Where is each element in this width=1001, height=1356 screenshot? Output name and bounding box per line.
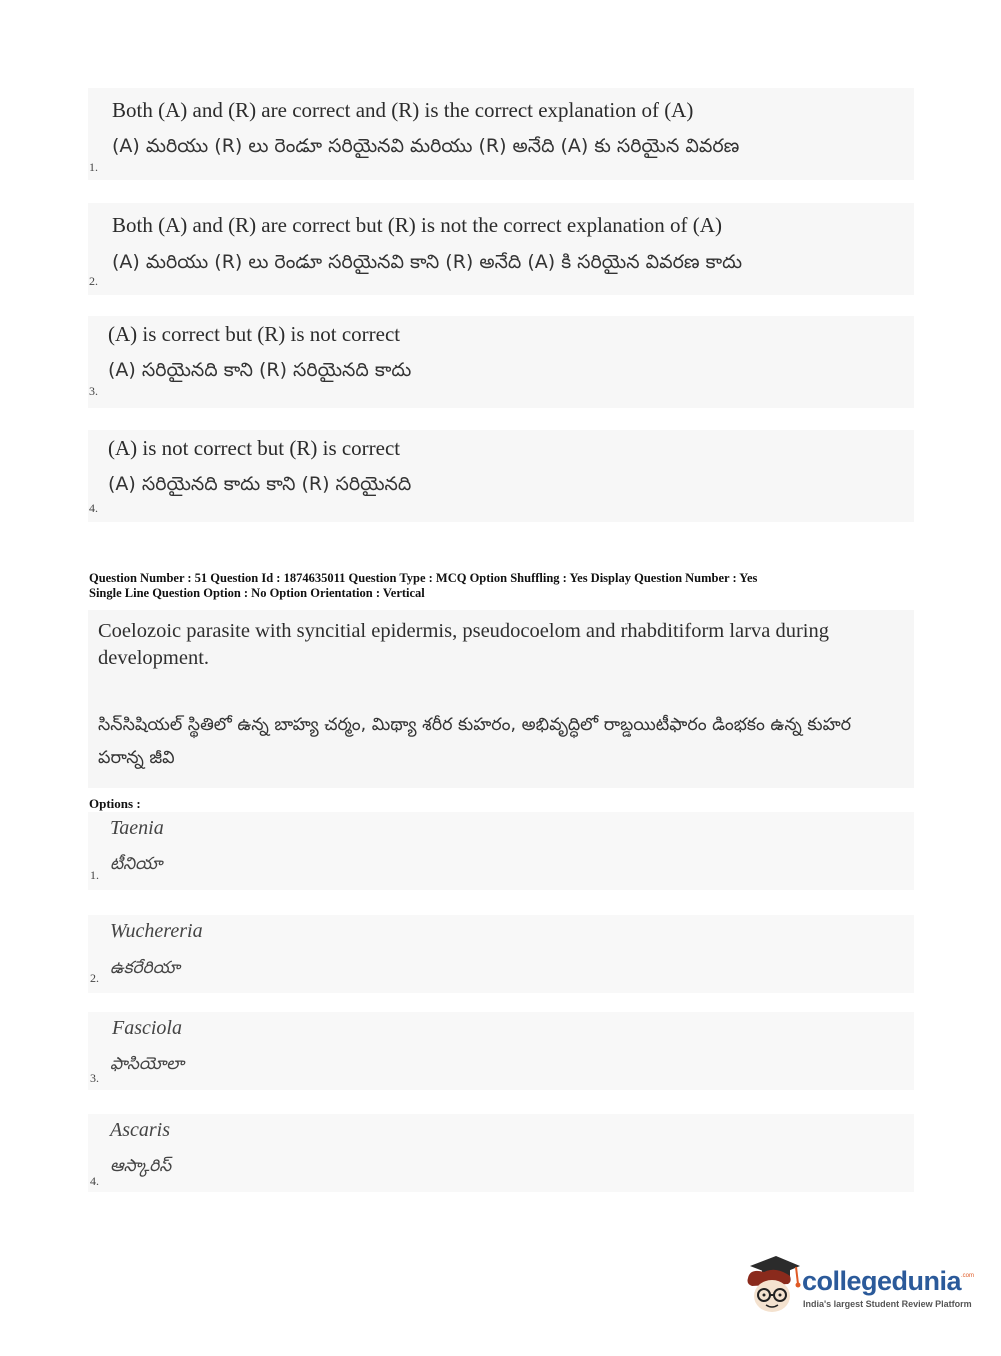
- prev-option-2-te: (A) మరియు (R) లు రెండూ సరియైనవి కాని (R) అనేది (A) కి సరియైన వివరణ కాదు: [112, 251, 743, 273]
- prev-option-4-number: 4.: [89, 501, 98, 515]
- prev-option-1: [88, 88, 914, 180]
- question-meta-line-2: Single Line Question Option : No Option Orientation : Vertical: [89, 586, 425, 600]
- prev-option-3-te: (A) సరియైనది కాని (R) సరియైనది కాదు: [108, 359, 412, 381]
- question-text-te: సిన్‌సిషియల్ స్థితిలో ఉన్న బాహ్య చర్మం, మిథ్యా శరీర కుహరం, అభివృద్ధిలో రాబ్డయిటీఫారం డింభకం ఉన్న కుహర పరాన్న జీవి: [98, 715, 852, 768]
- prev-option-3-number: 3.: [89, 384, 98, 398]
- question-text-en: Coelozoic parasite with syncitial epidermis, pseudocoelom and rhabditiform larva during development.: [98, 620, 829, 669]
- prev-option-1-number: 1.: [89, 160, 98, 174]
- answer-option-4-te: ఆస్కారిస్: [110, 1156, 172, 1176]
- answer-option-3-te: ఫాసియోలా: [110, 1054, 185, 1074]
- answer-option-1-te: టీనియా: [110, 854, 163, 874]
- collegedunia-logo: [742, 1252, 975, 1322]
- answer-option-2-en: Wuchereria: [110, 920, 203, 942]
- prev-option-1-te: (A) మరియు (R) లు రెండూ సరియైనవి మరియు (R) అనేది (A) కు సరియైన వివరణ: [112, 135, 740, 157]
- answer-option-2: [88, 915, 914, 993]
- prev-option-4-en: (A) is not correct but (R) is correct: [108, 436, 401, 460]
- answer-option-2-number: 2.: [90, 971, 99, 985]
- answer-option-1-number: 1.: [90, 868, 99, 882]
- logo-wordmark: collegedunia: [802, 1266, 962, 1296]
- prev-option-4: [88, 430, 914, 522]
- question-meta: [89, 571, 949, 601]
- answer-option-2-te: ఉకరేరియా: [110, 958, 180, 978]
- answer-option-3-en: Fasciola: [112, 1017, 182, 1039]
- answer-option-1: [88, 812, 914, 890]
- options-label: Options :: [89, 796, 141, 811]
- answer-option-4: [88, 1114, 914, 1192]
- prev-option-2-number: 2.: [89, 274, 98, 288]
- answer-option-1-en: Taenia: [110, 817, 164, 839]
- question-meta-line-1: Question Number : 51 Question Id : 1874635011 Question Type : MCQ Option Shuffling : Yes Display Question Number : Yes: [89, 571, 758, 585]
- prev-option-3: [88, 316, 914, 408]
- prev-option-4-te: (A) సరియైనది కాదు కాని (R) సరియైనది: [108, 473, 412, 495]
- prev-option-2: [88, 203, 914, 295]
- logo-domain: .com: [961, 1273, 975, 1279]
- answer-option-3-number: 3.: [90, 1071, 99, 1085]
- answer-option-4-en: Ascaris: [110, 1119, 170, 1141]
- prev-option-1-en: Both (A) and (R) are correct and (R) is the correct explanation of (A): [112, 98, 694, 122]
- logo-tagline: India's largest Student Review Platform: [803, 1299, 972, 1309]
- mascot-icon: [742, 1252, 802, 1322]
- prev-option-3-en: (A) is correct but (R) is not correct: [108, 322, 401, 346]
- prev-option-2-en: Both (A) and (R) are correct but (R) is not the correct explanation of (A): [112, 213, 722, 237]
- answer-option-3: [88, 1012, 914, 1090]
- question-stem: [88, 610, 914, 788]
- answer-option-4-number: 4.: [90, 1174, 99, 1188]
